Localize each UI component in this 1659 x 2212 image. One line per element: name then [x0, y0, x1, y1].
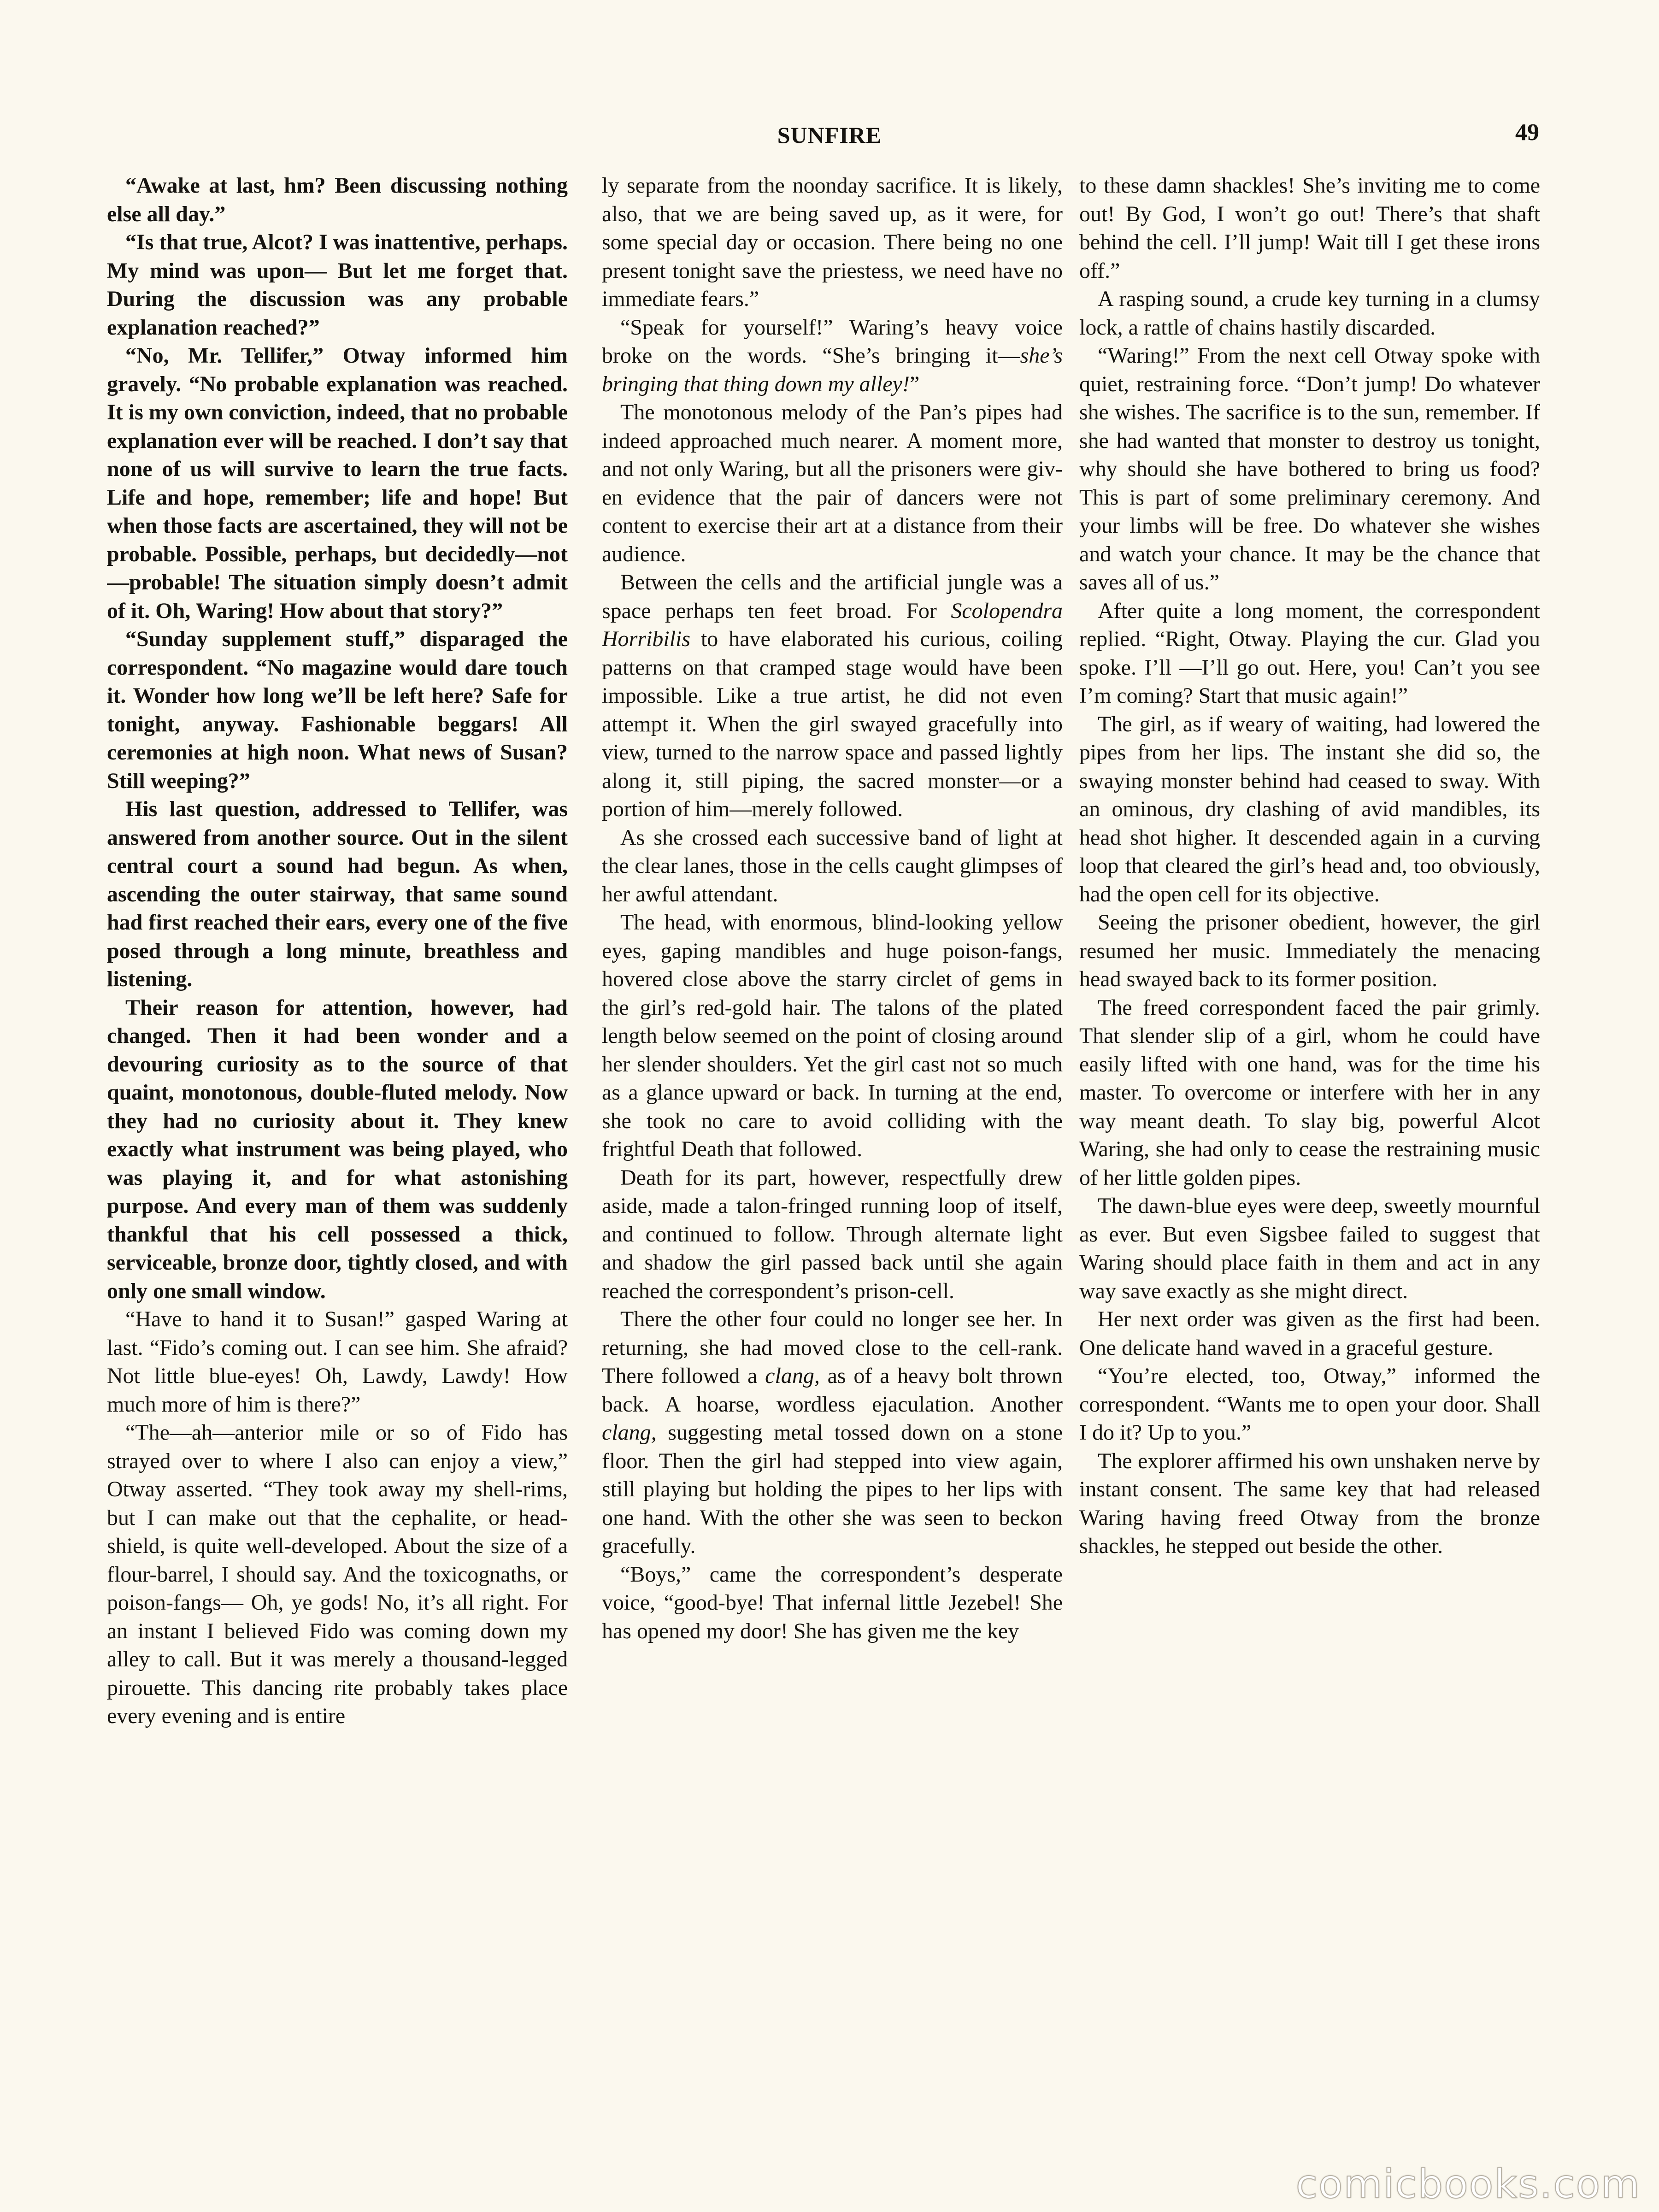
paragraph: “You’re elected, too, Otway,” informed the correspondent. “Wants me to open your door. Shall I do it? Up to you.” — [1079, 1364, 1540, 1445]
paragraph: The monotonous melody of the Pan’s pipes had indeed approached much nearer. A moment more, and not only Waring, but all the prisoners were given evidence that the pair of dancers were not content to exercise their art at a distance from their audience. — [602, 400, 1063, 566]
paragraph: Their reason for attention, however, had changed. Then it had been wonder and a devouring curiosity as to the source of that quaint, monotonous, double-fluted melody. Now they had no curiosity about it. They knew exactly what instrument was being played, who was playing it, and for what astonishing purpose. And every man of them was suddenly thankful that his cell possessed a thick, serviceable, bronze door, tightly closed, and with only one small window. — [107, 995, 568, 1303]
watermark: comicbooks.com — [1295, 2161, 1641, 2207]
paragraph: “Boys,” came the correspondent’s desperate voice, “good-bye! That infernal little Jezebel! She has opened my door! She has given me the key — [602, 1562, 1063, 1643]
paragraph: “Awake at last, hm? Been discussing nothing else all day.” — [107, 173, 568, 226]
paragraph: “Sunday supplement stuff,” disparaged the correspondent. “No magazine would dare touch it. Wonder how long we’ll be left here? Safe for tonight, anyway. Fashionable beggars! All ceremonies at high noon. What news of Susan? Still weeping?” — [107, 627, 568, 793]
paragraph: The explorer affirmed his own unshaken nerve by instant consent. The same key that had released Waring having freed Otway from the bronze shackles, he stepped out beside the other. — [1079, 1448, 1540, 1558]
paragraph: After quite a long moment, the correspondent replied. “Right, Otway. Playing the cur. Glad you spoke. I’ll —I’ll go out. Here, you! Can’t you see I’m coming? Start that music again!” — [1079, 598, 1540, 708]
paragraph: There the other four could no longer see her. In returning, she had moved close to the cell-rank. There followed a clang, as of a heavy bolt thrown back. A hoarse, wordless ejaculation. Another clang, suggesting metal tossed down on a stone floor. Then the girl had stepped into view again, still playing but holding the pipes to her lips with one hand. With the other she was seen to beckon gracefully. — [602, 1307, 1063, 1558]
text-column-1 — [107, 171, 568, 2107]
paragraph: His last question, addressed to Tellifer, was answered from another source. Out in the silent central court a sound had begun. As when, ascending the outer stairway, that same sound had first reached their ears, every one of the five posed through a long minute, breathless and listening. — [107, 797, 568, 991]
paragraph: Her next order was given as the first had been. One delicate hand waved in a graceful gesture. — [1079, 1307, 1540, 1360]
paragraph: “Speak for yourself!” Waring’s heavy voice broke on the words. “She’s bringing it—she’s bringing that thing down my alley!” — [602, 315, 1063, 396]
paragraph: “Have to hand it to Susan!” gasped Waring at last. “Fido’s coming out. I can see him. She afraid? Not little blue-eyes! Oh, Lawdy, Lawdy! How much more of him is there?” — [107, 1307, 568, 1417]
paragraph: A rasping sound, a crude key turning in a clumsy lock, a rattle of chains hastily discarded. — [1079, 287, 1540, 340]
paragraph: “The—ah—anterior mile or so of Fido has strayed over to where I also can enjoy a view,” Otway asserted. “They took away my shell-rims, but I can make out that the cephalite, or head-shield, is quite well-developed. About the size of a flour-barrel, I should say. And the toxicognaths, or poison-fangs— Oh, ye gods! No, it’s all right. For an instant I believed Fido was coming down my alley to call. But it was merely a thousand-legged pirouette. This dancing rite probably takes place every evening and is entire — [107, 1420, 568, 1728]
text-column-3 — [1079, 171, 1540, 2107]
paragraph: “No, Mr. Tellifer,” Otway informed him gravely. “No probable explanation was reached. It is my own conviction, indeed, that no probable explanation ever will be reached. I don’t say that none of us will survive to learn the true facts. Life and hope, remember; life and hope! But when those facts are ascertained, they will not be probable. Possible, perhaps, but decidedly—not—probable! The situation simply doesn’t admit of it. Oh, Waring! How about that story?” — [107, 343, 568, 623]
paragraph: ly separate from the noonday sacrifice. It is likely, also, that we are being saved up, as it were, for some special day or occasion. There being no one present tonight save the priestess, we need have no immediate fears.” — [602, 173, 1063, 311]
paragraph: The freed correspondent faced the pair grimly. That slender slip of a girl, whom he could have easily lifted with one hand, was for the time his master. To overcome or interfere with her in any way meant death. To slay big, powerful Alcot Waring, she had only to cease the restraining music of her little golden pipes. — [1079, 995, 1540, 1190]
paragraph: The dawn-blue eyes were deep, sweetly mournful as ever. But even Sigsbee failed to suggest that Waring should place faith in them and act in any way save exactly as she might direct. — [1079, 1194, 1540, 1303]
paragraph: to these damn shackles! She’s inviting me to come out! By God, I won’t go out! There’s that shaft behind the cell. I’ll jump! Wait till I get these irons off.” — [1079, 173, 1540, 283]
paragraph: Between the cells and the artificial jungle was a space perhaps ten feet broad. For Scolopendra Horribilis to have elaborated his curious, coiling patterns on that cramped stage would have been impossible. Like a true artist, he did not even attempt it. When the girl swayed gracefully into view, turned to the narrow space and passed lightly along it, still piping, the sacred monster—or a portion of him—merely followed. — [602, 570, 1063, 821]
page-number: 49 — [1515, 119, 1539, 146]
running-header-title: SUNFIRE — [777, 122, 882, 148]
paragraph: As she crossed each successive band of light at the clear lanes, those in the cells caught glimpses of her awful attendant. — [602, 825, 1063, 906]
paragraph: Death for its part, however, respectfully drew aside, made a talon-fringed running loop of itself, and continued to follow. Through alternate light and shadow the girl passed back until she again reached the correspondent’s prison-cell. — [602, 1165, 1063, 1303]
paragraph: The head, with enormous, blind-looking yellow eyes, gaping mandibles and huge poison-fangs, hovered close above the starry circlet of gems in the girl’s red-gold hair. The talons of the plated length below seemed on the point of closing around her slender shoulders. Yet the girl cast not so much as a glance upward or back. In turning at the end, she took no care to avoid colliding with the frightful Death that followed. — [602, 910, 1063, 1161]
paragraph: “Is that true, Alcot? I was inattentive, perhaps. My mind was upon— But let me forget that. During the discussion was any probable explanation reached?” — [107, 230, 568, 340]
paragraph: “Waring!” From the next cell Otway spoke with quiet, restraining force. “Don’t jump! Do whatever she wishes. The sacrifice is to the sun, remember. If she had wanted that monster to destroy us tonight, why should she have bothered to bring us food? This is part of some preliminary ceremony. And your limbs will be free. Do whatever she wishes and watch your chance. It may be the chance that saves all of us.” — [1079, 343, 1540, 594]
paragraph: The girl, as if weary of waiting, had lowered the pipes from her lips. The instant she did so, the swaying monster behind had ceased to sway. With an ominous, dry clashing of avid mandibles, its head shot higher. It descended again in a curving loop that cleared the girl’s head and, too obviously, had the open cell for its objective. — [1079, 712, 1540, 906]
text-column-2 — [602, 171, 1063, 2107]
paragraph: Seeing the prisoner obedient, however, the girl resumed her music. Immediately the menacing head swayed back to its former position. — [1079, 910, 1540, 991]
